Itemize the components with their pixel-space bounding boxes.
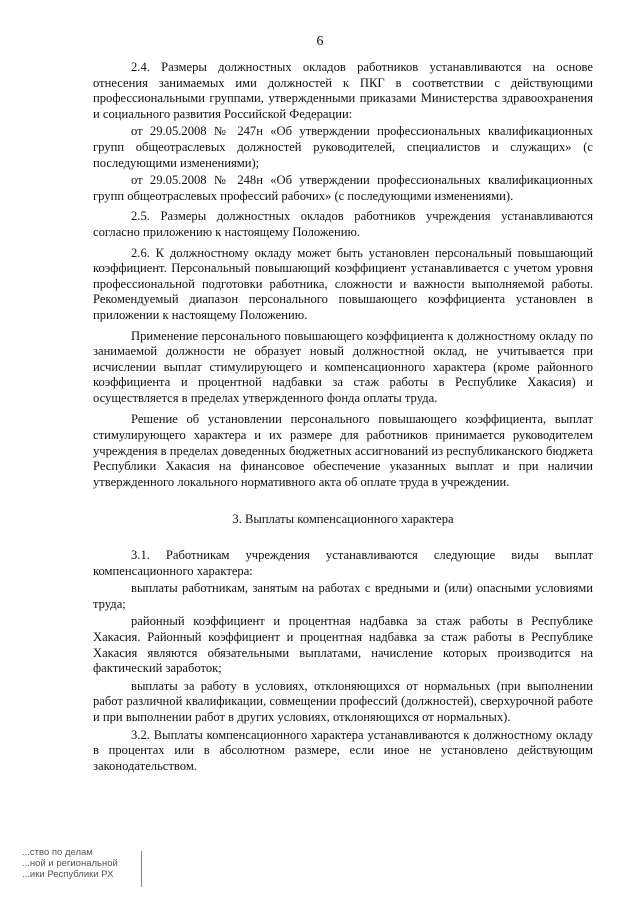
- stamp-line-3: ...ики Республики РХ: [22, 869, 114, 880]
- paragraph-order-247n: от 29.05.2008 № 247н «Об утверждении профессиональных квалификационных групп общеотраслевых должностей руководителей, специалистов и служащих» (с последующими изменениями);: [93, 124, 593, 170]
- list-item-abnormal-conditions: выплаты за работу в условиях, отклоняющихся от нормальных (при выполнении работ различной квалификации, совмещении профессий (должностей), сверхурочной работе и при выполнении работ в других условиях, отклоняющихся от нормальных).: [93, 678, 593, 724]
- page-number: 6: [316, 34, 324, 49]
- list-item-regional-coefficient: районный коэффициент и процентная надбавка за стаж работы в Республике Хакасия. Районный коэффициент и процентная надбавка за стаж работы в Республике Хакасия являются обязательными выплатами, начисление которых производится на фактический заработок;: [93, 614, 593, 676]
- stamp-line-1: ...ство по делам: [22, 847, 93, 858]
- paragraph-coefficient-decision: Решение об установлении персонального повышающего коэффициента, выплат стимулирующего характера и их размере для работников принимается руководителем учреждения в пределах доведенных бюджетных ассигнований из республиканского бюджета Республики Хакасия на финансовое обеспечение указанных выплат и при наличии утвержденного локального нормативного акта об оплате труда в учреждении.: [93, 412, 593, 489]
- paragraph-2-4: 2.4. Размеры должностных окладов работников устанавливаются на основе отнесения занимаемых ими должностей к ПКГ в соответствии с действующими профессиональными группами, утвержденными приказами Министерства здравоохранения и социального развития Российской Федерации:: [93, 60, 593, 121]
- stamp-border: [141, 851, 142, 887]
- paragraph-order-248n: от 29.05.2008 № 248н «Об утверждении профессиональных квалификационных групп общеотраслевых профессий рабочих» (с последующими изменениями).: [93, 173, 593, 203]
- document-body: [93, 60, 593, 776]
- paragraph-2-6: 2.6. К должностному окладу может быть установлен персональный повышающий коэффициент. Персональный повышающий коэффициент устанавливается с учетом уровня профессиональной подготовки работника, сложности и важности выполняемой работы. Рекомендуемый диапазон персонального повышающего коэффициента установлен в приложении к настоящему Положению.: [93, 245, 593, 322]
- registration-stamp: [0, 847, 150, 887]
- paragraph-3-1: 3.1. Работникам учреждения устанавливаются следующие виды выплат компенсационного характера:: [93, 548, 593, 578]
- paragraph-2-5: 2.5. Размеры должностных окладов работников учреждения устанавливаются согласно приложению к настоящему Положению.: [93, 209, 593, 239]
- stamp-line-2: ...ной и региональной: [22, 858, 118, 869]
- paragraph-3-2: 3.2. Выплаты компенсационного характера устанавливаются к должностному окладу в процентах или в абсолютном размере, если иное не установлено действующим законодательством.: [93, 727, 593, 773]
- paragraph-coefficient-application: Применение персонального повышающего коэффициента к должностному окладу по занимаемой должности не образует новый должностной оклад, не учитывается при исчислении выплат стимулирующего и компенсационного характера (кроме районного коэффициента и процентной надбавки за стаж работы в Республике Хакасия) и осуществляется в пределах утвержденного фонда оплаты труда.: [93, 328, 593, 405]
- list-item-harmful-conditions: выплаты работникам, занятым на работах с вредными и (или) опасными условиями труда;: [93, 581, 593, 611]
- section-heading: 3. Выплаты компенсационного характера: [232, 512, 454, 527]
